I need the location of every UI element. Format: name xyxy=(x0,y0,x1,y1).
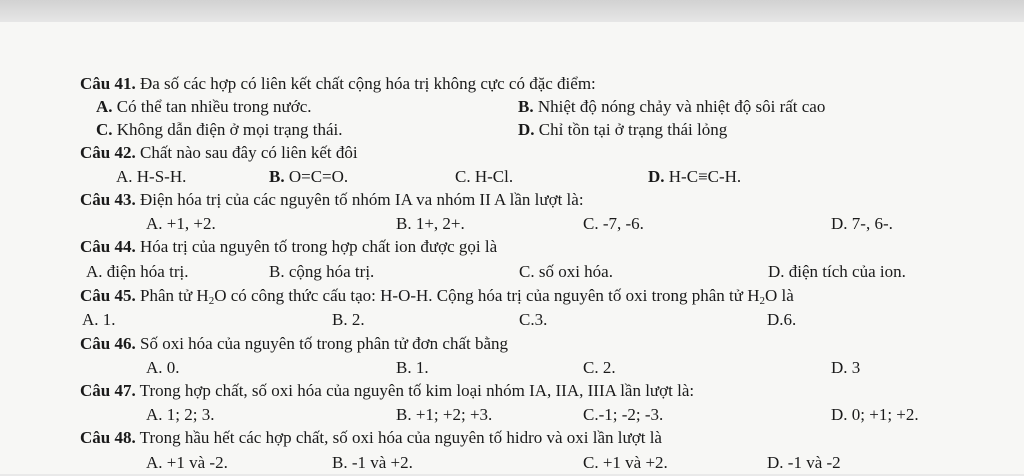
question-44 xyxy=(0,237,1024,260)
question-text: Trong hầu hết các hợp chất, số oxi hóa của nguyên tố hidro và oxi lần lượt là xyxy=(135,428,662,447)
option-d: D. 7-, 6-. xyxy=(831,214,893,233)
question-label: Câu 48. xyxy=(80,428,136,447)
question-41-options-row2 xyxy=(0,120,1024,143)
question-label: Câu 42. xyxy=(80,143,136,162)
question-42 xyxy=(0,143,1024,166)
question-text: Chất nào sau đây có liên kết đôi xyxy=(135,143,358,162)
option-d: D. Chỉ tồn tại ở trạng thái lỏng xyxy=(518,120,728,139)
question-43-options xyxy=(0,214,1024,237)
option-d: D.6. xyxy=(767,310,797,329)
question-45-options xyxy=(0,310,1024,333)
question-48 xyxy=(0,428,1024,451)
question-text: Trong hợp chất, số oxi hóa của nguyên tố kim loại nhóm IA, IIA, IIIA lần lượt là: xyxy=(135,381,695,400)
worksheet-page xyxy=(0,22,1024,474)
option-a: A. 0. xyxy=(146,358,180,377)
option-c: C.-1; -2; -3. xyxy=(583,405,664,424)
question-text: Số oxi hóa của nguyên tố trong phân tử đơn chất bằng xyxy=(135,334,509,353)
option-b: B. 2. xyxy=(332,310,365,329)
option-a: A. +1, +2. xyxy=(146,214,216,233)
option-b: B. 1+, 2+. xyxy=(396,214,465,233)
question-41-options-row1 xyxy=(0,97,1024,120)
question-44-options xyxy=(0,262,1024,285)
question-label: Câu 44. xyxy=(80,237,136,256)
option-b: B. 1. xyxy=(396,358,429,377)
option-b: B. cộng hóa trị. xyxy=(269,262,375,281)
question-42-options xyxy=(0,167,1024,190)
option-b: B. +1; +2; +3. xyxy=(396,405,493,424)
question-48-options xyxy=(0,453,1024,476)
option-b: B. O=C=O. xyxy=(269,167,349,186)
question-46 xyxy=(0,334,1024,357)
option-a: A. Có thể tan nhiều trong nước. xyxy=(96,97,312,116)
option-d: D. -1 và -2 xyxy=(767,453,841,472)
question-45 xyxy=(0,286,1024,309)
option-a: A. 1; 2; 3. xyxy=(146,405,215,424)
option-d: D. điện tích của ion. xyxy=(768,262,906,281)
question-text: Điện hóa trị của các nguyên tố nhóm IA va nhóm II A lần lượt là: xyxy=(135,190,584,209)
option-c: C. H-Cl. xyxy=(455,167,514,186)
option-b: B. Nhiệt độ nóng chảy và nhiệt độ sôi rất cao xyxy=(518,97,826,116)
question-label: Câu 47. xyxy=(80,381,136,400)
question-label: Câu 46. xyxy=(80,334,136,353)
question-41 xyxy=(0,74,1024,97)
question-text: Đa số các hợp có liên kết chất cộng hóa trị không cực có đặc điểm: xyxy=(135,74,596,93)
question-text: Phân tử $H_2O$ có công thức cấu tạo: H-O-H. Cộng hóa trị của nguyên tố oxi trong phân tử $H_2O$ là xyxy=(135,286,794,307)
option-c: C. Không dẫn điện ở mọi trạng thái. xyxy=(96,120,343,139)
option-d: D. 0; +1; +2. xyxy=(831,405,919,424)
option-c: C.3. xyxy=(519,310,548,329)
option-a: A. 1. xyxy=(82,310,116,329)
option-c: C. +1 và +2. xyxy=(583,453,668,472)
question-label: Câu 41. xyxy=(80,74,136,93)
question-47-options xyxy=(0,405,1024,428)
option-d: D. 3 xyxy=(831,358,861,377)
question-43 xyxy=(0,190,1024,213)
photo-top-edge xyxy=(0,0,1024,22)
question-label: Câu 45. xyxy=(80,286,136,305)
question-47 xyxy=(0,381,1024,404)
option-c: C. 2. xyxy=(583,358,616,377)
option-a: A. điện hóa trị. xyxy=(86,262,189,281)
question-text: Hóa trị của nguyên tố trong hợp chất ion được gọi là xyxy=(135,237,498,256)
option-b: B. -1 và +2. xyxy=(332,453,413,472)
option-a: A. +1 và -2. xyxy=(146,453,228,472)
option-c: C. số oxi hóa. xyxy=(519,262,613,281)
question-46-options xyxy=(0,358,1024,381)
option-c: C. -7, -6. xyxy=(583,214,644,233)
question-label: Câu 43. xyxy=(80,190,136,209)
option-d: D. H-C≡C-H. xyxy=(648,167,742,186)
option-a: A. H-S-H. xyxy=(116,167,187,186)
